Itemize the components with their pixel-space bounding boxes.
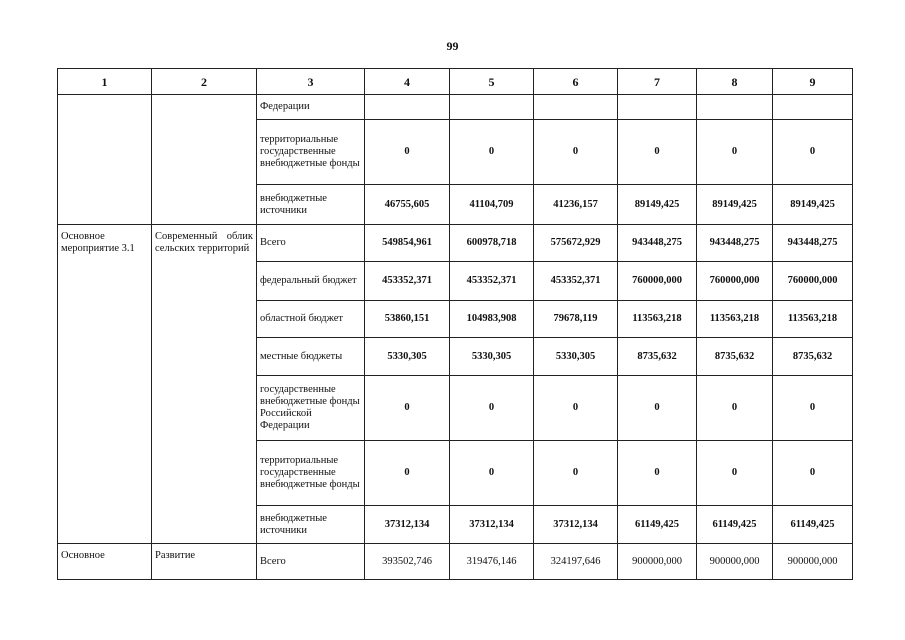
activity-description-cell: Современный облик сельских территорий: [152, 225, 257, 544]
value-cell: 8735,632: [618, 338, 697, 376]
header-cell: 1: [58, 69, 152, 95]
value-cell: 37312,134: [534, 506, 618, 544]
activity-name-cell: [58, 95, 152, 225]
funding-source-cell: Федерации: [257, 95, 365, 120]
header-cell: 3: [257, 69, 365, 95]
funding-source-cell: Всего: [257, 225, 365, 262]
table-body: [58, 69, 853, 580]
value-cell: 0: [773, 376, 853, 441]
page-number: 99: [446, 39, 459, 53]
value-cell: 900000,000: [773, 544, 853, 580]
value-cell: 37312,134: [365, 506, 450, 544]
value-cell: [618, 95, 697, 120]
value-cell: 0: [618, 441, 697, 506]
value-cell: 0: [618, 376, 697, 441]
value-cell: 0: [697, 120, 773, 185]
funding-source-cell: государственные внебюджетные фонды Российской Федерации: [257, 376, 365, 441]
value-cell: 943448,275: [697, 225, 773, 262]
value-cell: 8735,632: [773, 338, 853, 376]
value-cell: 0: [534, 376, 618, 441]
value-cell: 79678,119: [534, 301, 618, 338]
value-cell: 113563,218: [618, 301, 697, 338]
header-cell: 8: [697, 69, 773, 95]
value-cell: 943448,275: [618, 225, 697, 262]
funding-source-cell: территориальные государственные внебюджетные фонды: [257, 120, 365, 185]
value-cell: 0: [365, 376, 450, 441]
value-cell: 0: [534, 120, 618, 185]
value-cell: 41236,157: [534, 185, 618, 225]
value-cell: 760000,000: [697, 262, 773, 301]
value-cell: 549854,961: [365, 225, 450, 262]
value-cell: 37312,134: [450, 506, 534, 544]
value-cell: 0: [534, 441, 618, 506]
value-cell: 319476,146: [450, 544, 534, 580]
value-cell: 5330,305: [450, 338, 534, 376]
value-cell: 0: [618, 120, 697, 185]
value-cell: 0: [450, 376, 534, 441]
value-cell: 41104,709: [450, 185, 534, 225]
value-cell: 89149,425: [618, 185, 697, 225]
value-cell: 104983,908: [450, 301, 534, 338]
value-cell: [697, 95, 773, 120]
value-cell: 61149,425: [773, 506, 853, 544]
header-cell: 6: [534, 69, 618, 95]
activity-description-cell: [152, 95, 257, 225]
value-cell: 5330,305: [534, 338, 618, 376]
header-cell: 4: [365, 69, 450, 95]
value-cell: 760000,000: [773, 262, 853, 301]
value-cell: 0: [450, 441, 534, 506]
value-cell: [534, 95, 618, 120]
budget-table: [57, 68, 853, 580]
value-cell: 89149,425: [697, 185, 773, 225]
header-cell: 7: [618, 69, 697, 95]
funding-source-cell: внебюджетные источники: [257, 506, 365, 544]
value-cell: 324197,646: [534, 544, 618, 580]
value-cell: 0: [697, 441, 773, 506]
value-cell: 53860,151: [365, 301, 450, 338]
header-cell: 2: [152, 69, 257, 95]
value-cell: 0: [773, 120, 853, 185]
table-row: [58, 544, 853, 580]
value-cell: 600978,718: [450, 225, 534, 262]
value-cell: 900000,000: [618, 544, 697, 580]
funding-source-cell: Всего: [257, 544, 365, 580]
value-cell: 61149,425: [618, 506, 697, 544]
value-cell: 575672,929: [534, 225, 618, 262]
value-cell: 0: [697, 376, 773, 441]
activity-name-cell: Основное: [58, 544, 152, 580]
header-cell: 9: [773, 69, 853, 95]
activity-name-cell: Основное мероприятие 3.1: [58, 225, 152, 544]
value-cell: [365, 95, 450, 120]
funding-source-cell: местные бюджеты: [257, 338, 365, 376]
value-cell: [773, 95, 853, 120]
table-row: [58, 95, 853, 120]
value-cell: 943448,275: [773, 225, 853, 262]
funding-source-cell: областной бюджет: [257, 301, 365, 338]
value-cell: 453352,371: [534, 262, 618, 301]
funding-source-cell: внебюджетные источники: [257, 185, 365, 225]
value-cell: 113563,218: [773, 301, 853, 338]
funding-source-cell: федеральный бюджет: [257, 262, 365, 301]
value-cell: 453352,371: [365, 262, 450, 301]
value-cell: [450, 95, 534, 120]
value-cell: 5330,305: [365, 338, 450, 376]
header-cell: 5: [450, 69, 534, 95]
table-row: [58, 225, 853, 262]
value-cell: 113563,218: [697, 301, 773, 338]
header-row: [58, 69, 853, 95]
value-cell: 760000,000: [618, 262, 697, 301]
value-cell: 46755,605: [365, 185, 450, 225]
funding-source-cell: территориальные государственные внебюджетные фонды: [257, 441, 365, 506]
value-cell: 61149,425: [697, 506, 773, 544]
activity-description-cell: Развитие: [152, 544, 257, 580]
value-cell: 89149,425: [773, 185, 853, 225]
value-cell: 900000,000: [697, 544, 773, 580]
value-cell: 453352,371: [450, 262, 534, 301]
value-cell: 0: [365, 441, 450, 506]
value-cell: 0: [773, 441, 853, 506]
value-cell: 0: [365, 120, 450, 185]
value-cell: 393502,746: [365, 544, 450, 580]
value-cell: 8735,632: [697, 338, 773, 376]
value-cell: 0: [450, 120, 534, 185]
